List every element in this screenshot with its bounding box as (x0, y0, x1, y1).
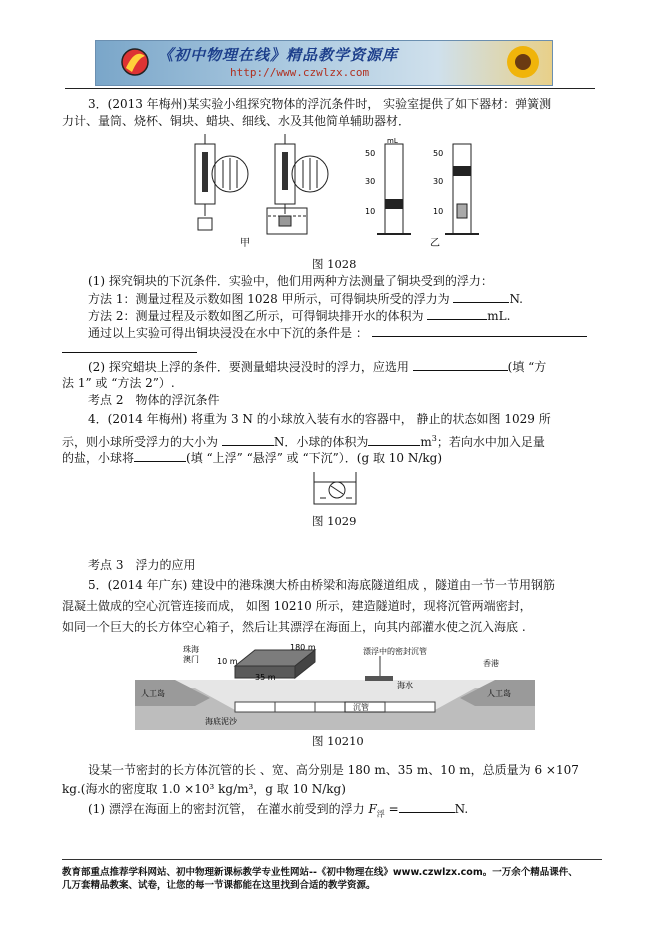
q3-intro-1: 3．(2013 年梅州)某实验小组探究物体的浮沉条件时， 实验室提供了如下器材：弹簧测 (88, 97, 552, 111)
floating-label: 漂浮中的密封沉管 (363, 647, 427, 656)
fig-1028-caption: 图 1028 (312, 257, 357, 271)
dim-35: 35 m (255, 673, 276, 682)
q4-line-3: 的盐，小球将 (填 “上浮” “悬浮” 或 “下沉”）．(g 取 10 N/kg) (62, 451, 443, 465)
q5-para-b: kg.(海水的密度取 1.0 ×10³ kg/m³，g 取 10 N/kg) (62, 782, 346, 796)
spring-scale-a-icon (195, 134, 248, 230)
answer-blank-8[interactable] (399, 800, 455, 813)
q4-line-2: 示，则小球所受浮力的大小为 N．小球的体积为 $m^3$；若向水中加入足量 (62, 434, 545, 449)
q3-p1-b: 方法 1：测量过程及示数如图 1028 甲所示，可得铜块所受的浮力为 N. (88, 292, 523, 306)
cyl2-tick-10: 10 (433, 207, 444, 216)
cyl-tick-50: 50 (365, 149, 376, 158)
q4-line-1: 4．(2014 年梅州) 将重为 3 N 的小球放入装有水的容器中， 静止的状态如图 1029 所 (88, 412, 551, 426)
q3-intro-2: 力计、量筒、烧杯、铜块、蜡块、细线、水及其他简单辅助器材． (62, 114, 411, 128)
sunflower-icon (498, 42, 548, 82)
answer-blank-3[interactable] (372, 324, 587, 337)
kp3-heading: 考点 3 浮力的应用 (88, 558, 196, 572)
cyl2-tick-50: 50 (433, 149, 444, 158)
cyl-unit: mL (387, 137, 398, 145)
cylinder-1-icon (365, 137, 411, 234)
answer-blank-3b[interactable] (62, 352, 197, 353)
island-left: 人工岛 (141, 689, 165, 698)
fig-left-label: 甲 (240, 238, 250, 249)
cyl-tick-10: 10 (365, 207, 376, 216)
figure-1029 (312, 468, 358, 508)
seabed-label: 海底泥沙 (205, 717, 237, 726)
fig-left-place: 珠海 (183, 645, 199, 654)
island-right: 人工岛 (487, 689, 511, 698)
q3-p2-b: 法 1” 或 “方法 2”）. (62, 376, 175, 390)
logo-icon (118, 46, 152, 78)
q3-p1-d: 通过以上实验可得出铜块浸没在水中下沉的条件是 ： (88, 324, 587, 342)
fig-1029-caption: 图 1029 (312, 514, 357, 528)
answer-blank-6[interactable] (368, 433, 420, 446)
footer-line-1: 教育部重点推荐学科网站、初中物理新课标教学专业性网站--《初中物理在线》www.czwlzx.com。一万余个精品课件、 (62, 867, 578, 878)
kp2-heading: 考点 2 物体的浮沉条件 (88, 393, 220, 407)
q5-para-c: (1) 漂浮在海面上的密封沉管， 在灌水前受到的浮力 $F_浮 = N$. (88, 802, 469, 819)
answer-blank-2[interactable] (427, 307, 487, 320)
sea-label: 海水 (397, 681, 413, 690)
answer-blank-5[interactable] (222, 433, 274, 446)
figure-10210 (135, 640, 535, 730)
q5-line-2: 混凝土做成的空心沉管连接而成， 如图 10210 所示，建造隧道时，现将沉管两端密封， (62, 599, 532, 613)
cyl-tick-30: 30 (365, 177, 376, 186)
spring-scale-b-icon (267, 134, 328, 234)
header-title: 《初中物理在线》精品教学资源库 (158, 46, 399, 64)
footer-rule (62, 859, 602, 860)
q3-p1-a: (1) 探究铜块的下沉条件．实验中，他们用两种方法测量了铜块受到的浮力： (88, 274, 493, 288)
cylinder-2-icon (433, 144, 479, 234)
fig-10210-caption: 图 10210 (312, 734, 364, 748)
q3-p2-a: (2) 探究蜡块上浮的条件．要测量蜡块浸没时的浮力，应选用 (填 “方 (88, 360, 547, 374)
fig-right-label: 乙 (430, 238, 440, 249)
header-rule (65, 88, 595, 89)
answer-blank-1[interactable] (453, 290, 509, 303)
q5-line-3: 如同一个巨大的长方体空心箱子，然后让其漂浮在海面上，向其内部灌水使之沉入海底 . (62, 620, 526, 634)
answer-blank-7[interactable] (134, 449, 186, 462)
q5-line-1: 5．(2014 年广东) 建设中的港珠澳大桥由桥梁和海底隧道组成 ，隧道由一节一节用钢筋 (88, 578, 555, 592)
header-url: http://www.czwlzx.com (230, 66, 370, 79)
footer-line-2: 几万套精品教案、试卷，让您的每一节课都能在这里找到合适的教学资源。 (62, 880, 376, 891)
figure-1028 (185, 134, 490, 252)
fig-left-place-2: 澳门 (183, 655, 199, 664)
fig-right-place: 香港 (483, 659, 499, 668)
dim-10: 10 m (217, 657, 238, 666)
answer-blank-4[interactable] (413, 358, 508, 371)
q3-p1-c: 方法 2：测量过程及示数如图乙所示，可得铜块排开水的体积为 mL. (88, 309, 511, 323)
cyl2-tick-30: 30 (433, 177, 444, 186)
tube-label: 沉管 (353, 703, 369, 712)
q5-para-a: 设某一节密封的长方体沉管的长 、宽、高分别是 180 m、35 m、10 m，总质量为 6 ×107 (88, 763, 579, 777)
dim-180: 180 m (290, 643, 316, 652)
